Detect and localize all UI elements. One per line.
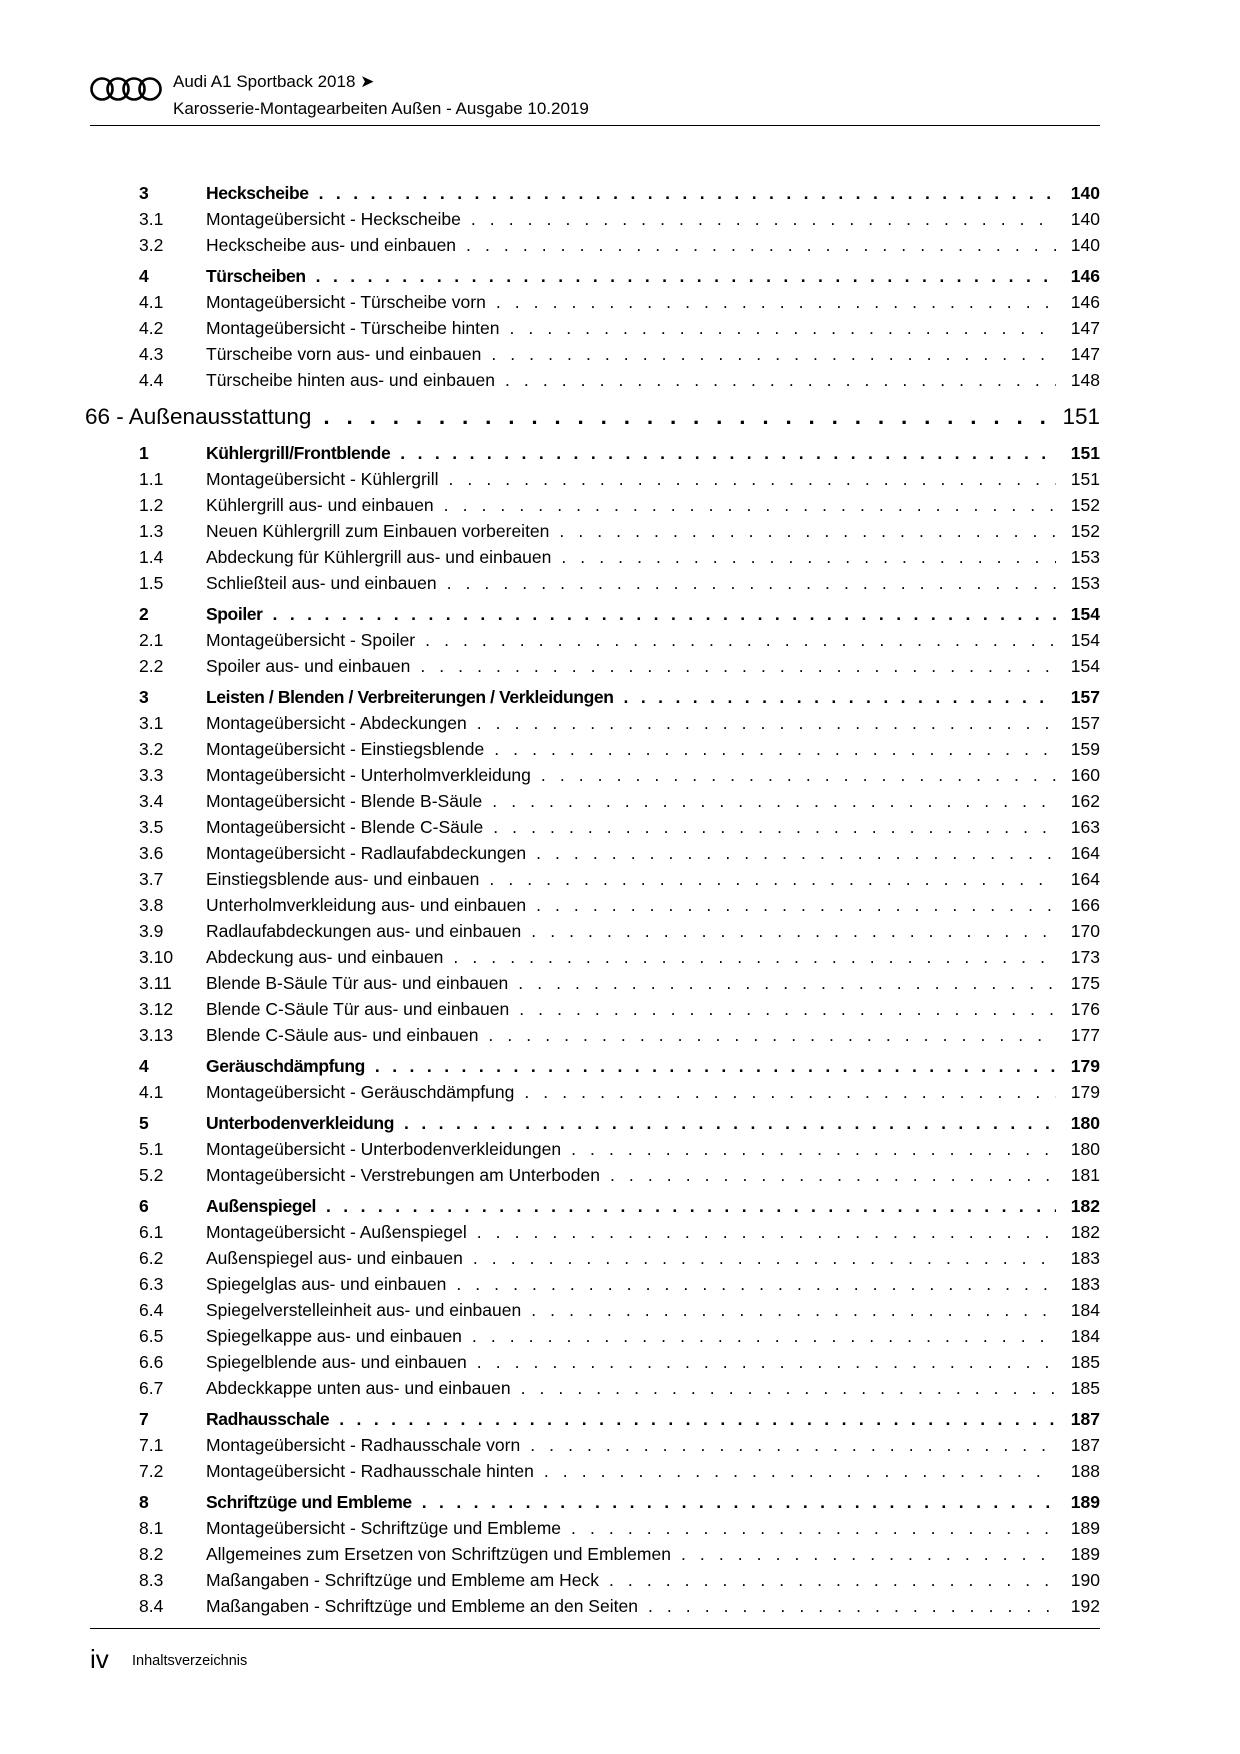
toc-entry[interactable] <box>85 736 1100 762</box>
toc-title: Außenspiegel aus- und einbauen <box>206 1248 463 1268</box>
toc-page-number: 182 <box>1070 1222 1100 1242</box>
toc-page-number: 157 <box>1070 687 1100 707</box>
toc-leader-dots <box>453 944 1056 970</box>
toc-title: Radlaufabdeckungen aus- und einbauen <box>206 921 522 941</box>
toc-number: 8.4 <box>139 1596 164 1616</box>
toc-title: Geräuschdämpfung <box>206 1056 365 1076</box>
toc-entry[interactable] <box>85 866 1100 892</box>
toc-entry[interactable] <box>85 518 1100 544</box>
toc-title: Türscheiben <box>206 266 306 286</box>
toc-leader-dots <box>473 1245 1056 1271</box>
toc-leader-dots <box>448 466 1056 492</box>
toc-page-number: 153 <box>1070 547 1100 567</box>
header-divider <box>90 125 1100 126</box>
toc-page-number: 180 <box>1070 1113 1100 1133</box>
toc-title: Außenspiegel <box>206 1196 316 1216</box>
toc-page-number: 147 <box>1070 318 1100 338</box>
toc-page-number: 146 <box>1070 266 1100 286</box>
toc-page-number: 181 <box>1070 1165 1100 1185</box>
toc-title: Montageübersicht - Außenspiegel <box>206 1222 467 1242</box>
toc-leader-dots <box>496 289 1056 315</box>
toc-number: 3.5 <box>139 817 164 837</box>
toc-leader-dots <box>447 570 1056 596</box>
toc-title: Montageübersicht - Radlaufabdeckungen <box>206 843 527 863</box>
toc-title: Spiegelblende aus- und einbauen <box>206 1352 467 1372</box>
toc-number: 3 <box>139 687 149 707</box>
toc-entry[interactable] <box>85 367 1100 393</box>
toc-number: 3.8 <box>139 895 164 915</box>
toc-number: 1 <box>139 443 149 463</box>
toc-number: 4.1 <box>139 292 164 312</box>
toc-page-number: 159 <box>1070 739 1100 759</box>
toc-leader-dots <box>648 1593 1056 1619</box>
toc-title: Einstiegsblende aus- und einbauen <box>206 869 480 889</box>
toc-entry[interactable] <box>85 341 1100 367</box>
toc-page-number: 140 <box>1070 235 1100 255</box>
toc-title: Montageübersicht - Schriftzüge und Embleme <box>206 1518 562 1538</box>
toc-title: Montageübersicht - Radhausschale hinten <box>206 1461 534 1481</box>
toc-page-number: 189 <box>1070 1492 1100 1512</box>
toc-leader-dots <box>316 263 1056 289</box>
toc-leader-dots <box>400 440 1056 466</box>
toc-page-number: 157 <box>1070 713 1100 733</box>
toc-entry[interactable] <box>85 788 1100 814</box>
toc-number: 5 <box>139 1113 149 1133</box>
toc-title: 66 - Außenausstattung <box>85 404 312 429</box>
toc-title: Montageübersicht - Kühlergrill <box>206 469 439 489</box>
toc-leader-dots <box>477 1349 1056 1375</box>
toc-entry[interactable] <box>85 814 1100 840</box>
toc-page-number: 189 <box>1070 1518 1100 1538</box>
toc-page-number: 177 <box>1070 1025 1100 1045</box>
toc-page-number: 152 <box>1070 521 1100 541</box>
toc-page-number: 146 <box>1070 292 1100 312</box>
toc-entry[interactable] <box>85 1079 1100 1105</box>
toc-page-number: 184 <box>1070 1300 1100 1320</box>
toc-number: 6.4 <box>139 1300 164 1320</box>
toc-title: Spiegelkappe aus- und einbauen <box>206 1326 462 1346</box>
toc-number: 3.6 <box>139 843 164 863</box>
toc-section[interactable] <box>85 1193 1100 1219</box>
toc-entry[interactable] <box>85 1219 1100 1245</box>
toc-number: 6.7 <box>139 1378 164 1398</box>
toc-leader-dots <box>404 1110 1056 1136</box>
toc-number: 5.1 <box>139 1139 164 1159</box>
toc-leader-dots <box>326 1193 1056 1219</box>
toc-leader-dots <box>509 315 1056 341</box>
toc-page-number: 179 <box>1070 1056 1100 1076</box>
page-header <box>90 66 1100 126</box>
toc-title: Montageübersicht - Spoiler <box>206 630 416 650</box>
toc-page-number: 176 <box>1070 999 1100 1019</box>
toc-title: Abdeckung aus- und einbauen <box>206 947 444 967</box>
toc-leader-dots <box>681 1541 1056 1567</box>
toc-entry[interactable] <box>85 1593 1100 1619</box>
toc-number: 1.5 <box>139 573 164 593</box>
toc-page-number: 151 <box>1062 404 1100 429</box>
toc-page-number: 175 <box>1070 973 1100 993</box>
toc-number: 3.13 <box>139 1025 174 1045</box>
toc-page-number: 164 <box>1070 843 1100 863</box>
toc-title: Montageübersicht - Radhausschale vorn <box>206 1435 521 1455</box>
toc-title: Unterbodenverkleidung <box>206 1113 395 1133</box>
toc-chapter[interactable] <box>85 399 1100 435</box>
toc-title: Maßangaben - Schriftzüge und Embleme am Heck <box>206 1570 599 1590</box>
footer-page-number: iv <box>90 1644 109 1674</box>
toc-entry[interactable] <box>85 1349 1100 1375</box>
toc-title: Montageübersicht - Unterbodenverkleidungen <box>206 1139 562 1159</box>
toc-leader-dots <box>561 544 1056 570</box>
toc-entry[interactable] <box>85 492 1100 518</box>
toc-entry[interactable] <box>85 1375 1100 1401</box>
toc-entry[interactable] <box>85 1162 1100 1188</box>
toc-title: Montageübersicht - Einstiegsblende <box>206 739 485 759</box>
toc-number: 7.1 <box>139 1435 164 1455</box>
toc-number: 6.2 <box>139 1248 164 1268</box>
toc-number: 8.3 <box>139 1570 164 1590</box>
toc-leader-dots <box>456 1271 1056 1297</box>
toc-section[interactable] <box>85 440 1100 466</box>
toc-title: Montageübersicht - Unterholmverkleidung <box>206 765 531 785</box>
toc-number: 5.2 <box>139 1165 164 1185</box>
toc-leader-dots <box>375 1053 1056 1079</box>
toc-entry[interactable] <box>85 1541 1100 1567</box>
toc-page-number: 147 <box>1070 344 1100 364</box>
toc-entry[interactable] <box>85 653 1100 679</box>
toc-number: 4.1 <box>139 1082 164 1102</box>
toc-leader-dots <box>444 492 1056 518</box>
toc-leader-dots <box>319 180 1056 206</box>
toc-leader-dots <box>339 1406 1056 1432</box>
toc-page-number: 170 <box>1070 921 1100 941</box>
toc-entry[interactable] <box>85 892 1100 918</box>
toc-leader-dots <box>624 684 1057 710</box>
toc-entry[interactable] <box>85 315 1100 341</box>
toc-number: 6.6 <box>139 1352 164 1372</box>
toc-page-number: 140 <box>1070 209 1100 229</box>
toc-section[interactable] <box>85 684 1100 710</box>
toc-leader-dots <box>571 1515 1056 1541</box>
toc-page-number: 183 <box>1070 1248 1100 1268</box>
toc-title: Spiegelverstelleinheit aus- und einbauen <box>206 1300 522 1320</box>
toc-page-number: 154 <box>1070 656 1100 676</box>
table-of-contents <box>85 180 1100 1619</box>
toc-page-number: 154 <box>1070 630 1100 650</box>
toc-entry[interactable] <box>85 1271 1100 1297</box>
toc-page-number: 162 <box>1070 791 1100 811</box>
toc-leader-dots <box>494 736 1056 762</box>
toc-number: 8.2 <box>139 1544 164 1564</box>
toc-page-number: 180 <box>1070 1139 1100 1159</box>
toc-title: Schriftzüge und Embleme <box>206 1492 412 1512</box>
toc-number: 1.2 <box>139 495 164 515</box>
toc-entry[interactable] <box>85 1567 1100 1593</box>
toc-entry[interactable] <box>85 1323 1100 1349</box>
footer-divider <box>90 1628 1100 1629</box>
toc-title: Spiegelglas aus- und einbauen <box>206 1274 447 1294</box>
toc-entry[interactable] <box>85 1297 1100 1323</box>
toc-page-number: 188 <box>1070 1461 1100 1481</box>
toc-leader-dots <box>493 814 1056 840</box>
toc-title: Abdeckung für Kühlergrill aus- und einbauen <box>206 547 552 567</box>
toc-entry[interactable] <box>85 710 1100 736</box>
toc-number: 1.3 <box>139 521 164 541</box>
toc-entry[interactable] <box>85 1515 1100 1541</box>
toc-number: 2.1 <box>139 630 164 650</box>
toc-entry[interactable] <box>85 840 1100 866</box>
toc-title: Türscheibe vorn aus- und einbauen <box>206 344 482 364</box>
toc-number: 1.1 <box>139 469 164 489</box>
toc-number: 2.2 <box>139 656 164 676</box>
toc-title: Montageübersicht - Türscheibe vorn <box>206 292 486 312</box>
toc-page-number: 185 <box>1070 1352 1100 1372</box>
toc-leader-dots <box>425 627 1056 653</box>
toc-leader-dots <box>477 1219 1056 1245</box>
toc-title: Montageübersicht - Blende B-Säule <box>206 791 483 811</box>
toc-page-number: 164 <box>1070 869 1100 889</box>
toc-leader-dots <box>524 1079 1056 1105</box>
toc-leader-dots <box>422 1489 1056 1515</box>
toc-leader-dots <box>489 866 1056 892</box>
toc-number: 3.1 <box>139 713 164 733</box>
toc-page-number: 179 <box>1070 1082 1100 1102</box>
toc-title: Blende C-Säule aus- und einbauen <box>206 1025 479 1045</box>
toc-leader-dots <box>609 1567 1056 1593</box>
toc-leader-dots <box>571 1136 1056 1162</box>
toc-leader-dots <box>472 1323 1056 1349</box>
toc-page-number: 160 <box>1070 765 1100 785</box>
toc-number: 3.11 <box>139 973 172 993</box>
toc-leader-dots <box>420 653 1056 679</box>
toc-number: 6.5 <box>139 1326 164 1346</box>
toc-leader-dots <box>544 1458 1056 1484</box>
toc-title: Montageübersicht - Verstrebungen am Unterboden <box>206 1165 600 1185</box>
toc-number: 6.1 <box>139 1222 164 1242</box>
toc-number: 3.4 <box>139 791 164 811</box>
toc-number: 4.4 <box>139 370 164 390</box>
toc-page-number: 140 <box>1070 183 1100 203</box>
toc-title: Radhausschale <box>206 1409 330 1429</box>
toc-leader-dots <box>488 1022 1056 1048</box>
toc-entry[interactable] <box>85 918 1100 944</box>
toc-title: Montageübersicht - Abdeckungen <box>206 713 467 733</box>
toc-page-number: 173 <box>1070 947 1100 967</box>
toc-page-number: 185 <box>1070 1378 1100 1398</box>
toc-section[interactable] <box>85 1110 1100 1136</box>
toc-leader-dots <box>505 367 1056 393</box>
toc-leader-dots <box>518 970 1056 996</box>
toc-title: Heckscheibe <box>206 183 309 203</box>
toc-leader-dots <box>477 710 1056 736</box>
toc-leader-dots <box>323 399 1056 435</box>
toc-entry[interactable] <box>85 762 1100 788</box>
toc-number: 4 <box>139 266 149 286</box>
toc-number: 3.3 <box>139 765 164 785</box>
toc-page-number: 148 <box>1070 370 1100 390</box>
toc-title: Kühlergrill/Frontblende <box>206 443 391 463</box>
toc-entry[interactable] <box>85 970 1100 996</box>
toc-entry[interactable] <box>85 1432 1100 1458</box>
toc-page-number: 154 <box>1070 604 1100 624</box>
toc-page-number: 187 <box>1070 1409 1100 1429</box>
toc-section[interactable] <box>85 1489 1100 1515</box>
toc-title: Spoiler <box>206 604 263 624</box>
toc-leader-dots <box>541 762 1056 788</box>
toc-title: Türscheibe hinten aus- und einbauen <box>206 370 495 390</box>
toc-entry[interactable] <box>85 1136 1100 1162</box>
toc-entry[interactable] <box>85 944 1100 970</box>
toc-number: 3.7 <box>139 869 164 889</box>
toc-page-number: 152 <box>1070 495 1100 515</box>
toc-leader-dots <box>471 206 1056 232</box>
header-model: Audi A1 Sportback 2018 ➤ <box>173 72 375 91</box>
toc-number: 6.3 <box>139 1274 164 1294</box>
toc-page-number: 189 <box>1070 1544 1100 1564</box>
toc-page-number: 183 <box>1070 1274 1100 1294</box>
toc-number: 3.2 <box>139 739 164 759</box>
toc-number: 3.9 <box>139 921 164 941</box>
toc-section[interactable] <box>85 263 1100 289</box>
toc-leader-dots <box>559 518 1056 544</box>
header-subtitle: Karosserie-Montagearbeiten Außen - Ausgabe 10.2019 <box>173 99 589 118</box>
toc-page-number: 166 <box>1070 895 1100 915</box>
toc-section[interactable] <box>85 1053 1100 1079</box>
toc-section[interactable] <box>85 601 1100 627</box>
toc-title: Heckscheibe aus- und einbauen <box>206 235 457 255</box>
toc-number: 4 <box>139 1056 149 1076</box>
toc-title: Abdeckkappe unten aus- und einbauen <box>206 1378 511 1398</box>
toc-entry[interactable] <box>85 544 1100 570</box>
toc-title: Unterholmverkleidung aus- und einbauen <box>206 895 527 915</box>
toc-page-number: 163 <box>1070 817 1100 837</box>
toc-entry[interactable] <box>85 1022 1100 1048</box>
toc-number: 4.3 <box>139 344 164 364</box>
toc-leader-dots <box>610 1162 1056 1188</box>
toc-leader-dots <box>492 788 1056 814</box>
toc-leader-dots <box>466 232 1056 258</box>
toc-entry[interactable] <box>85 996 1100 1022</box>
toc-number: 3.1 <box>139 209 164 229</box>
toc-entry[interactable] <box>85 206 1100 232</box>
toc-section[interactable] <box>85 180 1100 206</box>
toc-page-number: 151 <box>1070 443 1100 463</box>
toc-leader-dots <box>521 1375 1056 1401</box>
toc-title: Blende C-Säule Tür aus- und einbauen <box>206 999 510 1019</box>
toc-number: 3.10 <box>139 947 174 967</box>
toc-page-number: 187 <box>1070 1435 1100 1455</box>
toc-number: 3.12 <box>139 999 174 1019</box>
toc-page-number: 190 <box>1070 1570 1100 1590</box>
toc-leader-dots <box>273 601 1056 627</box>
toc-number: 3 <box>139 183 149 203</box>
toc-number: 3.2 <box>139 235 164 255</box>
toc-leader-dots <box>491 341 1056 367</box>
toc-leader-dots <box>519 996 1056 1022</box>
toc-number: 4.2 <box>139 318 164 338</box>
toc-number: 8 <box>139 1492 149 1512</box>
toc-title: Montageübersicht - Blende C-Säule <box>206 817 484 837</box>
toc-entry[interactable] <box>85 289 1100 315</box>
toc-entry[interactable] <box>85 1458 1100 1484</box>
toc-title: Montageübersicht - Türscheibe hinten <box>206 318 500 338</box>
toc-number: 7.2 <box>139 1461 164 1481</box>
footer-label: Inhaltsverzeichnis <box>132 1653 248 1669</box>
toc-number: 1.4 <box>139 547 164 567</box>
toc-number: 8.1 <box>139 1518 164 1538</box>
toc-entry[interactable] <box>85 1245 1100 1271</box>
toc-entry[interactable] <box>85 570 1100 596</box>
toc-leader-dots <box>531 918 1056 944</box>
toc-entry[interactable] <box>85 466 1100 492</box>
toc-section[interactable] <box>85 1406 1100 1432</box>
toc-title: Schließteil aus- und einbauen <box>206 573 437 593</box>
toc-number: 7 <box>139 1409 149 1429</box>
toc-page-number: 192 <box>1070 1596 1100 1616</box>
toc-title: Blende B-Säule Tür aus- und einbauen <box>206 973 509 993</box>
toc-leader-dots <box>536 840 1056 866</box>
toc-page-number: 151 <box>1070 469 1100 489</box>
toc-title: Neuen Kühlergrill zum Einbauen vorbereiten <box>206 521 550 541</box>
toc-title: Leisten / Blenden / Verbreiterungen / Verkleidungen <box>206 687 614 707</box>
toc-title: Montageübersicht - Geräuschdämpfung <box>206 1082 515 1102</box>
toc-page-number: 182 <box>1070 1196 1100 1216</box>
toc-page-number: 184 <box>1070 1326 1100 1346</box>
toc-entry[interactable] <box>85 232 1100 258</box>
audi-rings-icon <box>90 76 162 102</box>
toc-title: Maßangaben - Schriftzüge und Embleme an den Seiten <box>206 1596 638 1616</box>
toc-title: Spoiler aus- und einbauen <box>206 656 411 676</box>
toc-leader-dots <box>531 1297 1056 1323</box>
toc-title: Allgemeines zum Ersetzen von Schriftzügen und Emblemen <box>206 1544 671 1564</box>
toc-title: Montageübersicht - Heckscheibe <box>206 209 461 229</box>
toc-number: 6 <box>139 1196 149 1216</box>
toc-entry[interactable] <box>85 627 1100 653</box>
toc-leader-dots <box>536 892 1056 918</box>
toc-leader-dots <box>530 1432 1056 1458</box>
toc-number: 2 <box>139 604 149 624</box>
toc-title: Kühlergrill aus- und einbauen <box>206 495 434 515</box>
toc-page-number: 153 <box>1070 573 1100 593</box>
